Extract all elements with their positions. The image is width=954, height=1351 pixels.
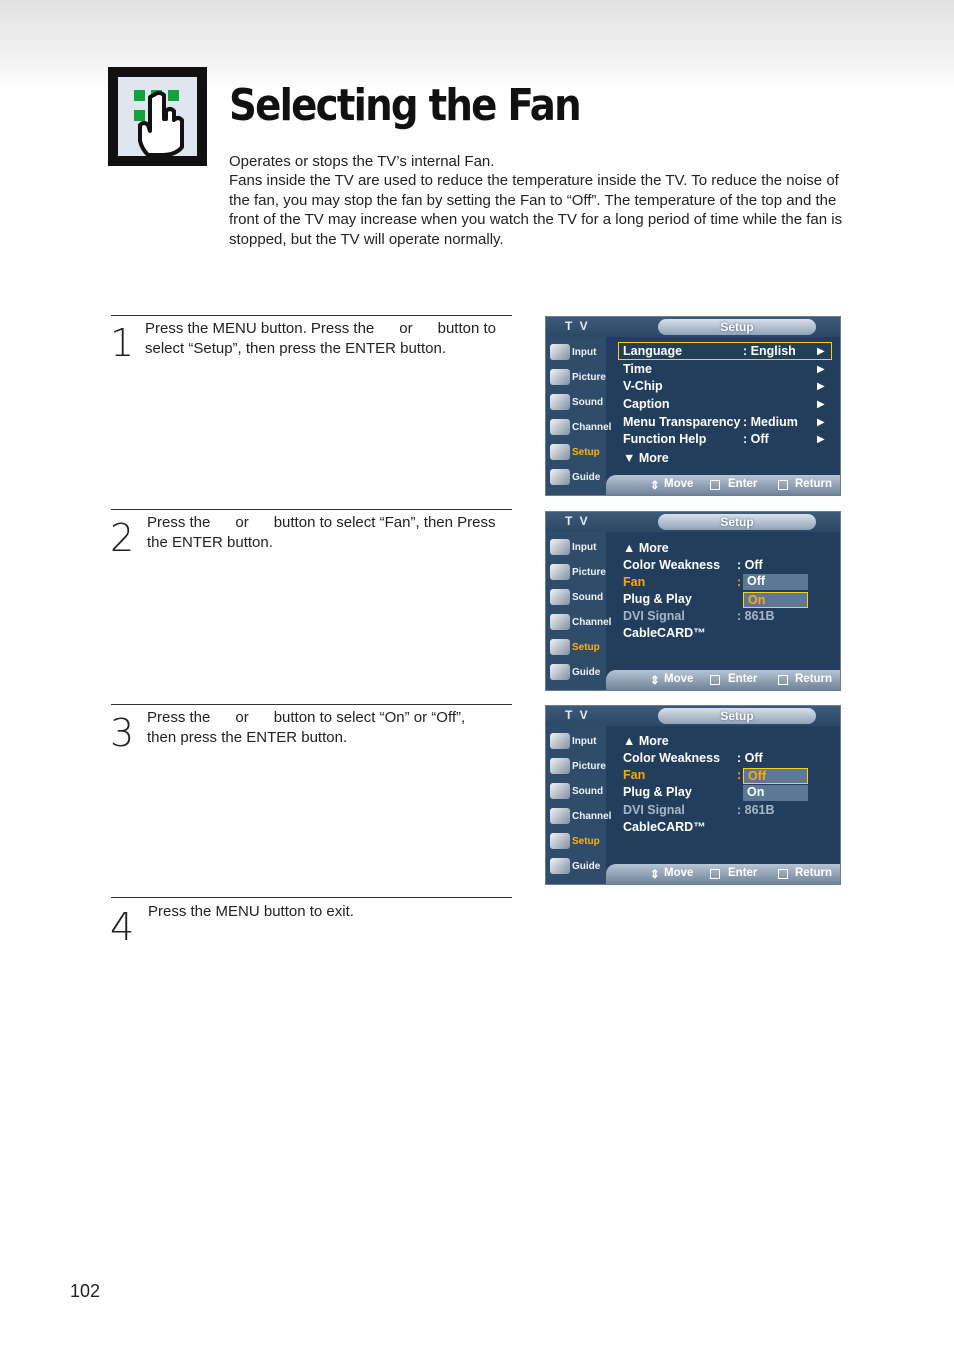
osd-footer-move: Move — [664, 867, 694, 879]
move-icon: ⇕ — [650, 675, 660, 687]
channel-icon — [550, 614, 570, 630]
osd-footer-enter: Enter — [728, 673, 758, 685]
osd-row-menu-transparency: Menu Transparency — [623, 415, 741, 429]
osd-header-label: Setup — [720, 709, 754, 723]
step-divider — [111, 897, 512, 898]
osd-row-color-weakness: Color Weakness — [623, 558, 721, 572]
osd-row-cablecard: CableCARD™ — [623, 626, 706, 640]
osd-option-off: Off — [743, 574, 808, 590]
osd-footer-move: Move — [664, 478, 694, 490]
osd-row-vchip: V-Chip — [623, 379, 663, 393]
osd-row-plug-play: Plug & Play — [623, 592, 692, 606]
enter-icon — [710, 869, 720, 879]
osd-value: : — [737, 768, 742, 782]
step-number: 1 — [110, 321, 135, 365]
channel-icon — [550, 419, 570, 435]
enter-icon — [710, 675, 720, 685]
osd-sidebar-channel: Channel — [548, 416, 605, 438]
step-line: Press the MENU button. Press the or button to — [145, 320, 496, 337]
osd-screen-fan-select — [545, 511, 841, 691]
osd-row-plug-play: Plug & Play — [623, 785, 692, 799]
return-icon — [778, 480, 788, 490]
osd-value: : 861B — [737, 803, 775, 817]
osd-footer — [606, 475, 840, 495]
intro-paragraph: Fans inside the TV are used to reduce the temperature inside the TV. To reduce the noise of the fan, you may stop the fan by setting the Fan to “Off”. The temperature of the top and the front of the TV may increase when you watch the TV for a long period of time while the fan is stopped, but the TV will operate normally. — [229, 172, 843, 248]
osd-sidebar-picture: Picture — [548, 366, 605, 388]
osd-sidebar-setup: Setup — [548, 830, 605, 852]
osd-value: : — [737, 575, 742, 589]
picture-icon — [550, 369, 570, 385]
arrow-right-icon: ▶ — [817, 346, 825, 357]
step-line: then press the ENTER button. — [147, 728, 348, 746]
osd-row-more: ▼ More — [623, 451, 669, 465]
osd-row-language: Language — [623, 344, 683, 358]
step-divider — [111, 509, 512, 510]
step-number: 4 — [110, 905, 135, 949]
osd-footer-return: Return — [795, 673, 833, 685]
osd-header-pill — [658, 514, 816, 530]
page-title: Selecting the Fan — [229, 80, 580, 131]
osd-tv-label: T V — [565, 708, 590, 722]
step-number: 3 — [110, 711, 135, 755]
step-number: 2 — [110, 516, 135, 560]
osd-sidebar-input: Input — [548, 536, 605, 558]
page-number: 102 — [70, 1281, 101, 1301]
enter-icon — [710, 480, 720, 490]
osd-row-more-up: ▲ More — [623, 734, 669, 748]
osd-sidebar-picture: Picture — [548, 755, 605, 777]
osd-row-dvi-signal: DVI Signal — [623, 803, 685, 817]
osd-footer-enter: Enter — [728, 867, 758, 879]
step-line: Press the or button to select “Fan”, then Press — [147, 514, 496, 531]
osd-row-fan: Fan — [623, 575, 646, 589]
osd-header-label: Setup — [720, 320, 754, 334]
arrow-right-icon: ▶ — [817, 417, 825, 428]
arrow-right-icon: ▶ — [817, 364, 825, 375]
osd-sidebar-channel: Channel — [548, 805, 605, 827]
step-line: Press the MENU button to exit. — [148, 903, 354, 920]
osd-screen-fan-option — [545, 705, 841, 885]
osd-sidebar — [546, 337, 612, 496]
osd-header-pill — [658, 708, 816, 724]
osd-header-label: Setup — [720, 515, 754, 529]
picture-icon — [550, 758, 570, 774]
osd-sidebar-setup: Setup — [548, 441, 605, 463]
osd-row-function-help: Function Help — [623, 432, 707, 446]
osd-tv-label: T V — [565, 514, 590, 528]
osd-value: : 861B — [737, 609, 775, 623]
step-instruction — [147, 513, 503, 552]
osd-row-fan: Fan — [623, 768, 646, 782]
step-instruction — [145, 319, 501, 358]
guide-icon — [550, 858, 570, 874]
step-divider — [111, 315, 512, 316]
osd-row-time: Time — [623, 362, 652, 376]
arrow-right-icon: ▶ — [817, 399, 825, 410]
osd-row-more-up: ▲ More — [623, 541, 669, 555]
sound-icon — [550, 783, 570, 799]
return-icon — [778, 869, 788, 879]
arrow-right-icon: ▶ — [817, 381, 825, 392]
osd-sidebar-sound: Sound — [548, 391, 605, 413]
osd-option-off: Off — [743, 768, 808, 784]
osd-option-on: On — [743, 785, 808, 801]
setup-icon — [550, 639, 570, 655]
osd-footer-return: Return — [795, 478, 833, 490]
guide-icon — [550, 664, 570, 680]
sound-icon — [550, 589, 570, 605]
guide-icon — [550, 469, 570, 485]
osd-value: : English — [743, 344, 796, 358]
osd-row-color-weakness: Color Weakness — [623, 751, 721, 765]
osd-sidebar — [546, 726, 612, 885]
osd-footer — [606, 670, 840, 690]
osd-sidebar-input: Input — [548, 341, 605, 363]
osd-footer-move: Move — [664, 673, 694, 685]
arrow-right-icon: ▶ — [817, 434, 825, 445]
osd-sidebar-channel: Channel — [548, 611, 605, 633]
osd-footer-return: Return — [795, 867, 833, 879]
intro-line: Operates or stops the TV’s internal Fan. — [229, 153, 495, 170]
osd-row-cablecard: CableCARD™ — [623, 820, 706, 834]
osd-sidebar — [546, 532, 612, 691]
osd-value: : Off — [737, 558, 763, 572]
move-icon: ⇕ — [650, 480, 660, 492]
osd-sidebar-setup: Setup — [548, 636, 605, 658]
setup-icon — [550, 833, 570, 849]
sound-icon — [550, 394, 570, 410]
step-divider — [111, 704, 512, 705]
step-line: Press the or button to select “On” or “Off”, — [147, 709, 466, 726]
osd-footer-enter: Enter — [728, 478, 758, 490]
channel-icon — [550, 808, 570, 824]
osd-row-caption: Caption — [623, 397, 670, 411]
move-icon: ⇕ — [650, 869, 660, 881]
step-line: the ENTER button. — [147, 533, 273, 551]
osd-value: : Medium — [743, 415, 798, 429]
osd-screen-setup-menu — [545, 316, 841, 496]
input-icon — [550, 733, 570, 749]
osd-footer — [606, 864, 840, 884]
step-instruction — [148, 902, 504, 922]
setup-icon — [550, 444, 570, 460]
step-instruction — [147, 708, 503, 747]
osd-value: : Off — [743, 432, 769, 446]
osd-tv-label: T V — [565, 319, 590, 333]
picture-icon — [550, 564, 570, 580]
osd-option-on: On — [743, 592, 808, 608]
input-icon — [550, 344, 570, 360]
osd-sidebar-guide: Guide — [548, 466, 605, 488]
osd-header-pill — [658, 319, 816, 335]
intro-text — [229, 152, 844, 249]
input-icon — [550, 539, 570, 555]
hand-pointer-icon — [108, 67, 207, 166]
osd-sidebar-sound: Sound — [548, 586, 605, 608]
osd-value: : Off — [737, 751, 763, 765]
osd-sidebar-sound: Sound — [548, 780, 605, 802]
osd-row-dvi-signal: DVI Signal — [623, 609, 685, 623]
step-line: select “Setup”, then press the ENTER button. — [145, 339, 446, 357]
return-icon — [778, 675, 788, 685]
osd-sidebar-input: Input — [548, 730, 605, 752]
osd-sidebar-guide: Guide — [548, 855, 605, 877]
osd-sidebar-picture: Picture — [548, 561, 605, 583]
osd-sidebar-guide: Guide — [548, 661, 605, 683]
